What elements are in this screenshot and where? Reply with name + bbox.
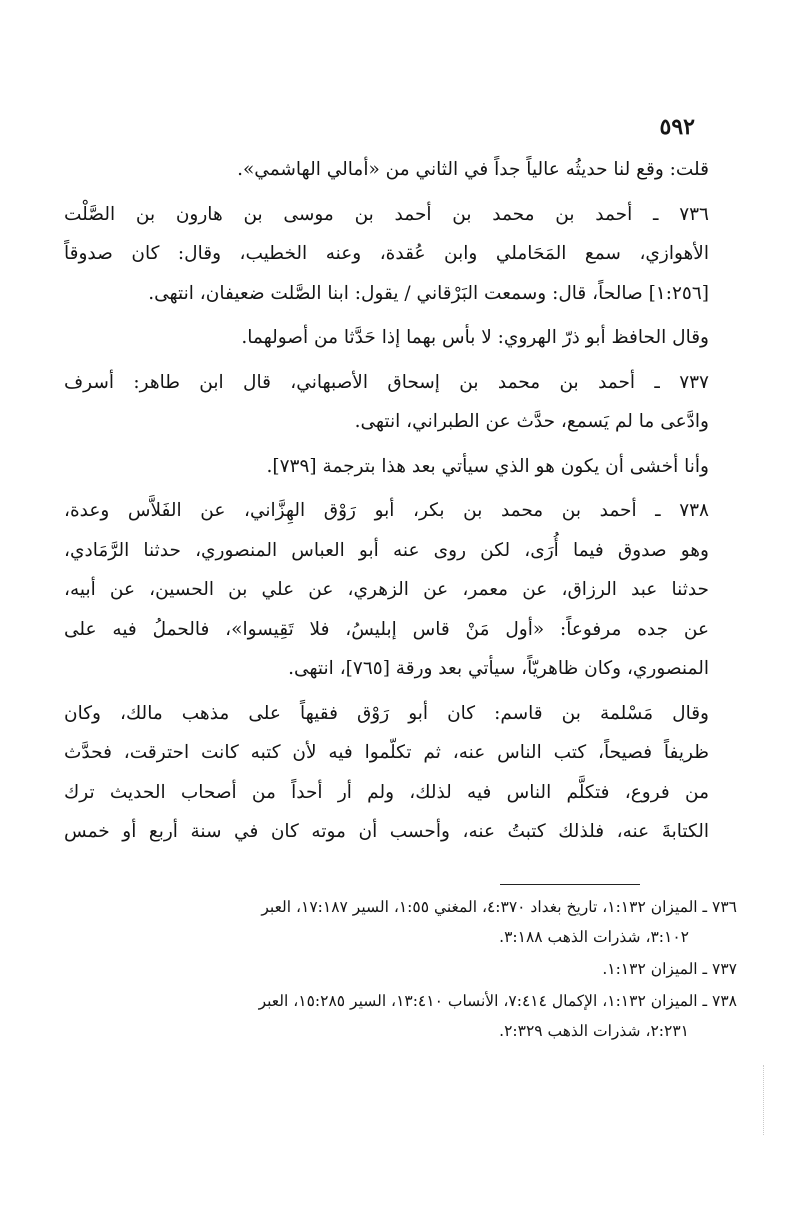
entry-738 bbox=[64, 491, 737, 689]
footnote-line: ٧٣٧ ـ الميزان ١:١٣٢. bbox=[602, 960, 737, 978]
text-line: ٧٣٨ ـ أحمد بن محمد بن بكر، أبو رَوْق الهِزَّاني، عن الفَلاَّس وعدة، bbox=[64, 500, 709, 521]
text-line: وقال مَسْلمة بن قاسم: كان أبو رَوْق فقيهاً على مذهب مالك، وكان bbox=[64, 702, 709, 724]
text-line: ٧٣٧ ـ أحمد بن محمد بن إسحاق الأصبهاني، قال ابن طاهر: أسرف bbox=[64, 371, 709, 393]
text-line: وادَّعى ما لم يَسمع، حدَّث عن الطبراني، انتهى. bbox=[354, 411, 709, 432]
text-line: وأنا أخشى أن يكون هو الذي سيأتي بعد هذا بترجمة [٧٣٩]. bbox=[266, 455, 709, 477]
footnote-line: ٣:١٠٢، شذرات الذهب ٣:١٨٨. bbox=[499, 928, 689, 946]
scan-margin-marks bbox=[763, 1065, 770, 1135]
entry-737 bbox=[64, 363, 737, 442]
entry-736 bbox=[64, 195, 737, 314]
text-line: من فروع، فتكلَّم الناس فيه لذلك، ولم أر أحداً من أصحاب الحديث ترك bbox=[64, 781, 709, 803]
text-line: عن جده مرفوعاً: «أول مَنْ قاس إبليسُ، فلا تَقِيسوا»، فالحملُ فيه على bbox=[64, 618, 709, 640]
paragraph-harawi bbox=[64, 318, 737, 358]
footnote-738 bbox=[64, 986, 737, 1046]
paragraph-maslama bbox=[64, 694, 737, 852]
main-text bbox=[64, 150, 737, 857]
text-line: المنصوري، وكان ظاهريّاً، سيأتي بعد ورقة [٧٦٥]، انتهى. bbox=[288, 658, 709, 679]
paragraph-cross-reference bbox=[64, 447, 737, 487]
text-line: [١:٢٥٦] صالحاً، قال: وسمعت البَرْقاني / يقول: ابنا الصَّلت ضعيفان، انتهى. bbox=[148, 282, 709, 304]
text-line: حدثنا عبد الرزاق، عن معمر، عن الزهري، عن علي بن الحسين، عن أبيه، bbox=[64, 579, 709, 600]
text-line: قلت: وقع لنا حديثُه عالياً جداً في الثاني من «أمالي الهاشمي». bbox=[237, 159, 709, 180]
text-line: ظريفاً فصيحاً، كتب الناس عنه، ثم تكلّموا فيه لأن كتبه كانت احترقت، فحدَّث bbox=[64, 742, 709, 763]
text-line: الأهوازي، سمع المَحَاملي وابن عُقدة، وعنه الخطيب، وقال: كان صدوقاً bbox=[64, 243, 709, 264]
page-number: ٥٩٢ bbox=[659, 114, 695, 140]
footnote-line: ٧٣٦ ـ الميزان ١:١٣٢، تاريخ بغداد ٤:٣٧٠، المغني ١:٥٥، السير ١٧:١٨٧، العبر bbox=[261, 898, 737, 916]
text-line: ٧٣٦ ـ أحمد بن محمد بن أحمد بن موسى بن هارون بن الصَّلْت bbox=[64, 203, 709, 225]
paragraph-note bbox=[64, 150, 737, 190]
footnote-line: ٢:٢٣١، شذرات الذهب ٢:٣٢٩. bbox=[499, 1022, 689, 1040]
text-line: وهو صدوق فيما أُرَى، لكن روى عنه أبو العباس المنصوري، حدثنا الرَّمَادي، bbox=[64, 539, 709, 561]
footnote-line: ٧٣٨ ـ الميزان ١:١٣٢، الإكمال ٧:٤١٤، الأنساب ١٣:٤١٠، السير ١٥:٢٨٥، العبر bbox=[258, 992, 737, 1010]
text-line: الكتابةَ عنه، فلذلك كتبتُ عنه، وأحسب أن موته كان في سنة أربع أو خمس bbox=[64, 821, 709, 842]
footnotes bbox=[64, 892, 737, 1048]
text-line: وقال الحافظ أبو ذرّ الهروي: لا بأس بهما إذا حَدَّثا من أصولهما. bbox=[241, 327, 709, 348]
footnote-736 bbox=[64, 892, 737, 952]
footnote-divider bbox=[500, 884, 640, 885]
footnote-737 bbox=[64, 954, 737, 984]
